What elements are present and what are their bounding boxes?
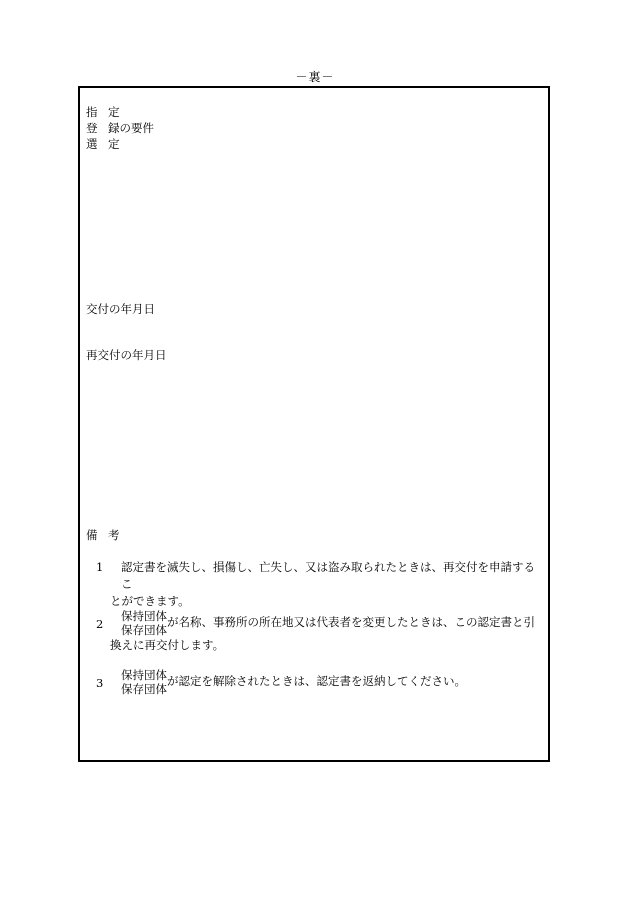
remarks-heading: 備 考 <box>86 528 120 542</box>
note-3: 3 保持団体 保存団体 が認定を解除されたときは、認定書を返納してください。 <box>96 668 466 696</box>
note-1: 1 認定書を滅失し、損傷し、亡失し、又は盗み取られたときは、再交付を申請するこ とができます。 <box>96 560 535 608</box>
registration-item-requirements: 登 録の要件 <box>86 121 154 135</box>
organization-type-stack: 保持団体 保存団体 <box>121 668 167 696</box>
page-header: －裏－ <box>295 70 335 84</box>
certificate-frame <box>78 86 550 762</box>
issue-date-label: 交付の年月日 <box>86 302 155 316</box>
note-2: 2 保持団体 保存団体 が名称、事務所の所在地又は代表者を変更したときは、この認定書と引 換えに再交付します。 <box>96 609 535 652</box>
registration-item-designation: 指 定 <box>86 105 120 119</box>
reissue-date-label: 再交付の年月日 <box>86 348 167 362</box>
registration-item-selection: 選 定 <box>86 137 120 151</box>
organization-type-stack: 保持団体 保存団体 <box>121 609 167 637</box>
